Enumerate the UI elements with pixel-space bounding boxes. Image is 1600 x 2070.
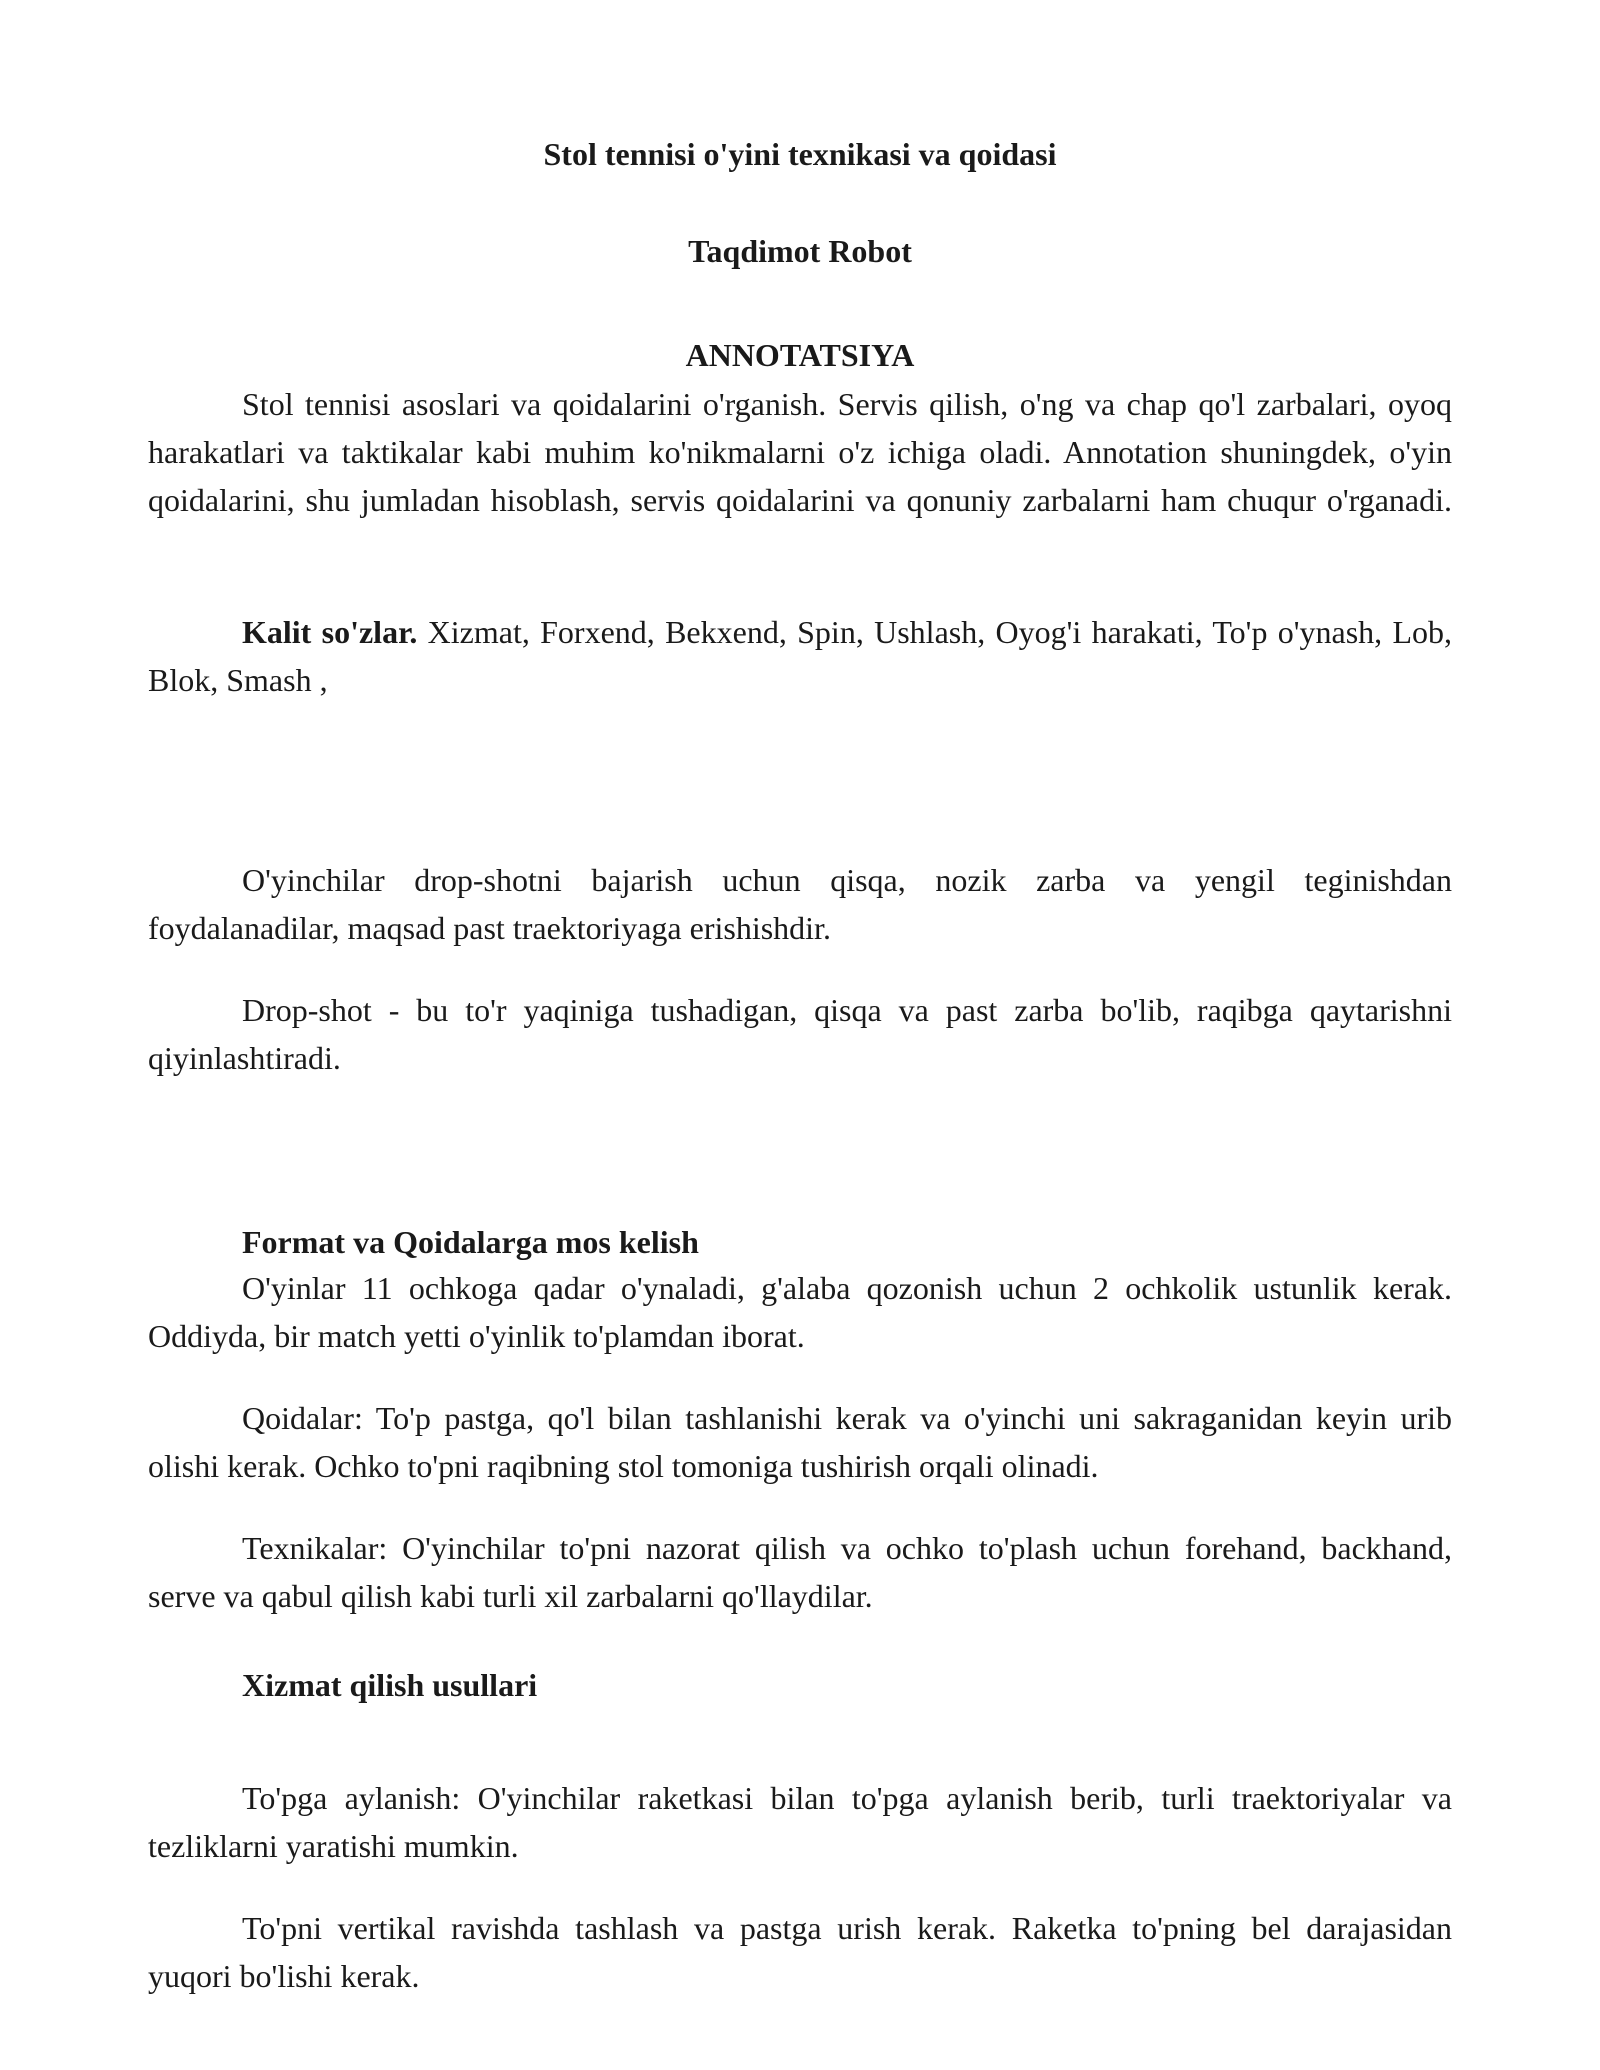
format-paragraph-3: Texnikalar: O'yinchilar to'pni nazorat qilish va ochko to'plash uchun forehand, backhand, serve va qabul qilish kabi turli xil zarbalarni qo'llaydilar. xyxy=(148,1530,1452,1614)
format-section-heading: Format va Qoidalarga mos kelish xyxy=(242,1224,699,1260)
serve-paragraph-2: To'pni vertikal ravishda tashlash va pastga urish kerak. Raketka to'pning bel darajasidan yuqori bo'lishi kerak. xyxy=(148,1910,1452,1994)
document-title: Stol tennisi o'yini texnikasi va qoidasi xyxy=(543,136,1057,172)
serve-paragraph-1: To'pga aylanish: O'yinchilar raketkasi bilan to'pga aylanish berib, turli traektoriyalar va tezliklarni yaratishi mumkin. xyxy=(148,1780,1452,1864)
keywords-paragraph xyxy=(148,608,1452,704)
document-author: Taqdimot Robot xyxy=(688,233,912,269)
format-paragraph-2: Qoidalar: To'p pastga, qo'l bilan tashlanishi kerak va o'yinchi uni sakraganidan keyin urib olishi kerak. Ochko to'pni raqibning stol tomoniga tushirish orqali olinadi. xyxy=(148,1400,1452,1484)
annotation-heading: ANNOTATSIYA xyxy=(685,337,915,373)
drop-shot-paragraph-1: O'yinchilar drop-shotni bajarish uchun qisqa, nozik zarba va yengil teginishdan foydalanadilar, maqsad past traektoriyaga erishishdir. xyxy=(148,862,1452,946)
keywords-label: Kalit so'zlar. xyxy=(242,614,418,650)
drop-shot-paragraph-2: Drop-shot - bu to'r yaqiniga tushadigan, qisqa va past zarba bo'lib, raqibga qaytarishni qiyinlashtiradi. xyxy=(148,992,1452,1076)
keywords-list: Xizmat, Forxend, Bekxend, Spin, Ushlash, Oyog'i harakati, To'p o'ynash, Lob, Blok, Smash , xyxy=(148,614,1453,698)
format-paragraph-1: O'yinlar 11 ochkoga qadar o'ynaladi, g'alaba qozonish uchun 2 ochkolik ustunlik kerak. Oddiyda, bir match yetti o'yinlik to'plamdan iborat. xyxy=(148,1270,1452,1354)
serve-section-heading: Xizmat qilish usullari xyxy=(242,1667,538,1703)
annotation-paragraph: Stol tennisi asoslari va qoidalarini o'rganish. Servis qilish, o'ng va chap qo'l zarbalari, oyoq harakatlari va taktikalar kabi muhim ko'nikmalarni o'z ichiga oladi. Annotation shuningdek, o'yin qoidalarini, shu jumladan hisoblash, servis qoidalarini va qonuniy zarbalarni ham chuqur o'rganadi. xyxy=(148,386,1452,518)
